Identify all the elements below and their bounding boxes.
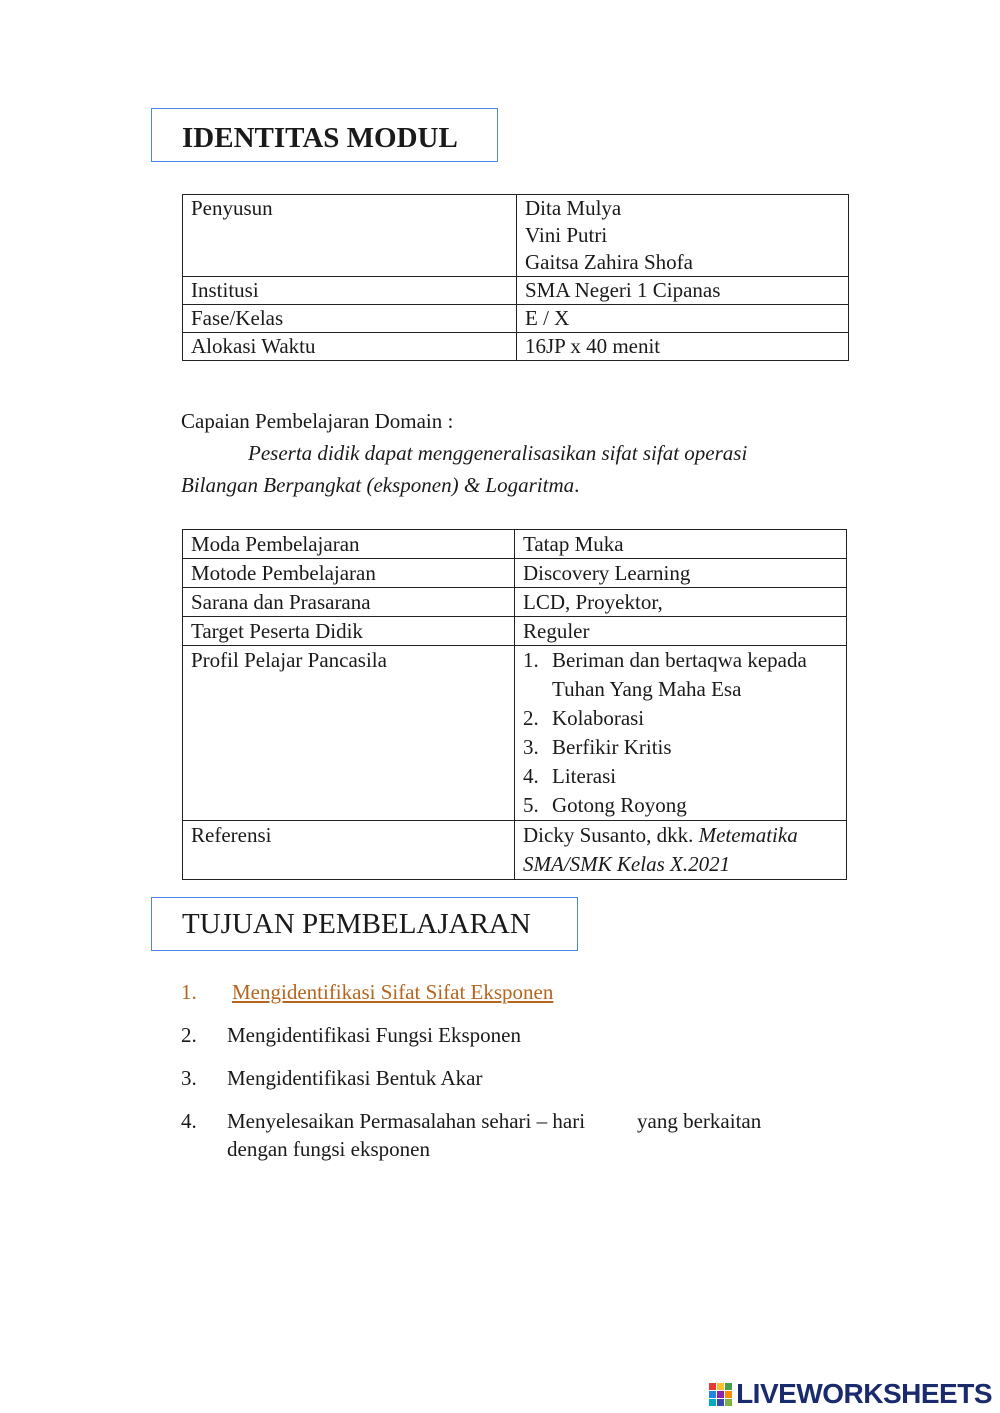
list-text: Mengidentifikasi Fungsi Eksponen (227, 1023, 521, 1047)
profil-list (523, 646, 838, 820)
liveworksheets-logo[interactable] (709, 1379, 992, 1409)
list-text: Berfikir Kritis (552, 735, 672, 759)
learning-table (182, 529, 847, 880)
list-text-part: Menyelesaikan Permasalahan sehari – hari (227, 1109, 586, 1133)
list-item (523, 646, 838, 704)
logo-mark-icon (709, 1383, 732, 1406)
author-name: Vini Putri (525, 223, 608, 247)
table-row (183, 559, 847, 588)
list-item (523, 704, 838, 733)
section-title: IDENTITAS MODUL (182, 122, 458, 154)
row-label: Penyusun (183, 195, 517, 277)
list-item (181, 978, 841, 1006)
logo-square (725, 1399, 732, 1406)
list-text: Kolaborasi (552, 706, 645, 730)
list-number: 3. (181, 1066, 197, 1090)
logo-square (717, 1383, 724, 1390)
row-label: Alokasi Waktu (183, 333, 517, 361)
row-value: E / X (517, 305, 849, 333)
table-row (183, 195, 849, 277)
logo-square (709, 1383, 716, 1390)
row-value (517, 195, 849, 277)
row-value (515, 821, 847, 880)
logo-square (717, 1391, 724, 1398)
table-row (183, 277, 849, 305)
list-text: Gotong Royong (552, 793, 687, 817)
list-number: 4. (181, 1109, 197, 1133)
list-text-part: yang berkaitan (637, 1109, 762, 1133)
list-number: 5. (523, 793, 539, 817)
table-row (183, 617, 847, 646)
list-text-part: dengan fungsi eksponen (227, 1137, 430, 1161)
list-text-line: Beriman dan bertaqwa kepada (552, 648, 807, 672)
row-value: Reguler (515, 617, 847, 646)
list-item (523, 733, 838, 762)
list-number: 4. (523, 764, 539, 788)
reference-author: Dicky Susanto, dkk. (523, 823, 699, 847)
logo-square (709, 1399, 716, 1406)
logo-square (725, 1383, 732, 1390)
logo-square (709, 1391, 716, 1398)
capaian-text-line (181, 469, 841, 501)
logo-square (725, 1391, 732, 1398)
list-number: 2. (523, 706, 539, 730)
row-label: Motode Pembelajaran (183, 559, 515, 588)
row-value: LCD, Proyektor, (515, 588, 847, 617)
table-row (183, 530, 847, 559)
capaian-period: . (574, 473, 580, 497)
tujuan-link[interactable]: Mengidentifikasi Sifat Sifat Eksponen (232, 980, 554, 1004)
row-label: Institusi (183, 277, 517, 305)
list-text (227, 1107, 761, 1163)
row-value: Discovery Learning (515, 559, 847, 588)
list-number: 1. (181, 980, 197, 1004)
list-item (181, 1021, 841, 1049)
capaian-heading: Capaian Pembelajaran Domain : (181, 409, 454, 433)
row-value (515, 646, 847, 821)
list-item (523, 791, 838, 820)
list-item (523, 762, 838, 791)
reference-title: SMA/SMK Kelas X.2021 (523, 852, 731, 876)
list-text-line: Tuhan Yang Maha Esa (552, 677, 742, 701)
row-label: Sarana dan Prasarana (183, 588, 515, 617)
row-label: Profil Pelajar Pancasila (183, 646, 515, 821)
list-text (552, 646, 807, 704)
list-item (181, 1064, 841, 1092)
section-title-box (151, 897, 578, 951)
author-name: Dita Mulya (525, 196, 622, 220)
tujuan-list (181, 978, 841, 1178)
list-number: 1. (523, 648, 539, 672)
table-row (183, 646, 847, 821)
row-value: 16JP x 40 menit (517, 333, 849, 361)
row-value: Tatap Muka (515, 530, 847, 559)
capaian-text: Bilangan Berpangkat (eksponen) & Logaritma (181, 473, 575, 497)
logo-square (717, 1399, 724, 1406)
row-label: Moda Pembelajaran (183, 530, 515, 559)
table-row (183, 333, 849, 361)
list-number: 3. (523, 735, 539, 759)
author-name: Gaitsa Zahira Shofa (525, 250, 693, 274)
capaian-section (181, 405, 841, 501)
row-label: Referensi (183, 821, 515, 880)
section-title-box (151, 108, 498, 162)
list-text: Mengidentifikasi Bentuk Akar (227, 1066, 483, 1090)
row-value: SMA Negeri 1 Cipanas (517, 277, 849, 305)
section-title: TUJUAN PEMBELAJARAN (182, 908, 531, 940)
logo-text: LIVEWORKSHEETS (736, 1378, 992, 1409)
table-row (183, 821, 847, 880)
row-label: Target Peserta Didik (183, 617, 515, 646)
row-label: Fase/Kelas (183, 305, 517, 333)
reference-title: Metematika (698, 823, 798, 847)
table-row (183, 588, 847, 617)
identity-table (182, 194, 849, 361)
table-row (183, 305, 849, 333)
capaian-text-line: Peserta didik dapat menggeneralisasikan sifat sifat operasi (248, 441, 748, 465)
list-item (181, 1107, 841, 1163)
list-number: 2. (181, 1023, 197, 1047)
list-text: Literasi (552, 764, 617, 788)
